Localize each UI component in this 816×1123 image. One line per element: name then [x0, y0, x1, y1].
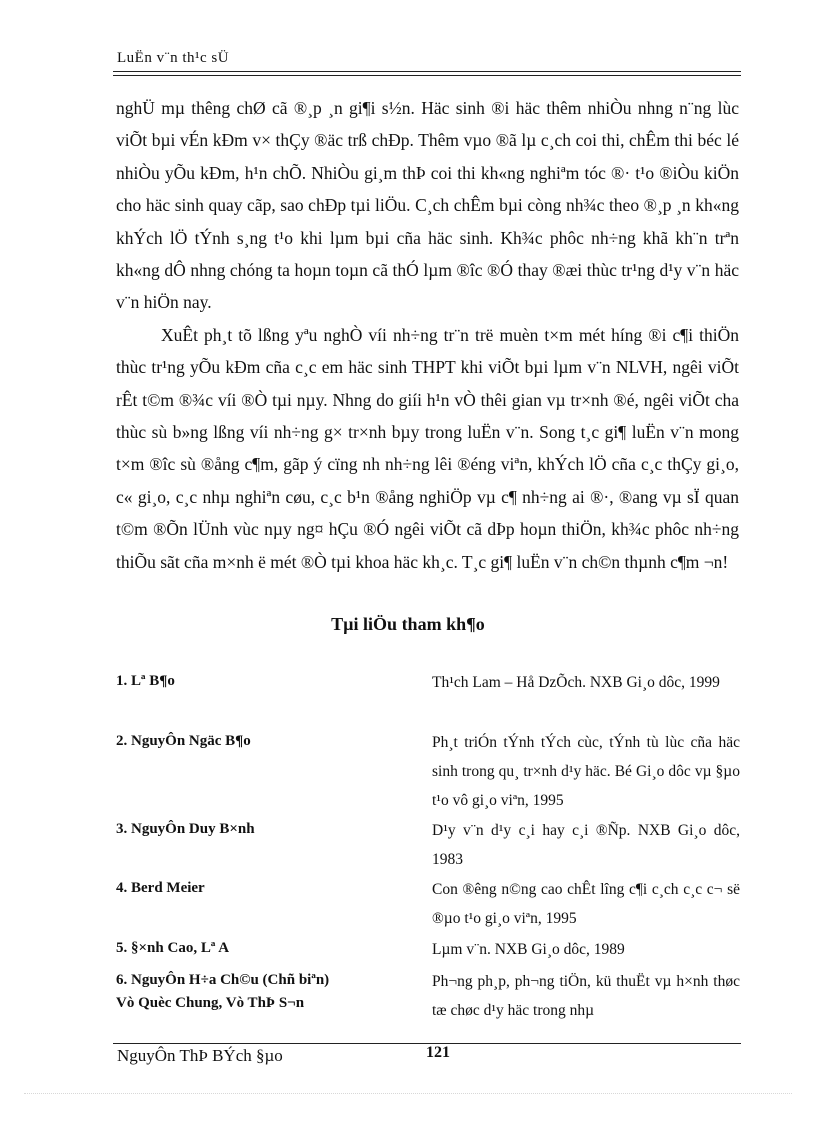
reference-work: Th¹ch Lam – Hå DzÕch. NXB Gi¸o dôc, 1999: [432, 674, 720, 691]
header-title: LuËn v¨n th¹c sÜ: [117, 50, 230, 66]
reference-work: D¹y v¨n d¹y c¸i hay c¸i ®Ñp. NXB Gi¸o dôc, 1983: [432, 822, 740, 868]
reference-item: [116, 935, 740, 967]
reference-item: [116, 875, 740, 935]
reference-item: [116, 967, 740, 1027]
footer-author: NguyÔn ThÞ BÝch §µo: [117, 1046, 283, 1065]
reference-work: Con ®êng n©ng cao chÊt lîng c¶i c¸ch c¸c c¬ së ®µo t¹o gi¸o viªn, 1995: [432, 881, 740, 927]
reference-author: 5. §×nh Cao, Lª A: [116, 940, 230, 956]
reference-author: 4. Berd Meier: [116, 880, 205, 896]
reference-item: [116, 816, 740, 875]
reference-author: 1. Lª B¶o: [116, 673, 175, 689]
reference-work: Lµm v¨n. NXB Gi¸o dôc, 1989: [432, 941, 625, 958]
references-list: [116, 668, 740, 1027]
reference-author: 3. NguyÔn Duy B×nh: [116, 821, 255, 837]
reference-work: Ph¸t triÓn tÝnh tÝch cùc, tÝnh tù lùc cña häc sinh trong qu¸ tr×nh d¹y häc. Bé Gi¸o dôc vµ §µo t¹o vô gi¸o viªn, 1995: [432, 734, 740, 809]
header-rule: [113, 71, 741, 72]
page-bottom-border: [24, 1093, 792, 1094]
reference-author: 2. NguyÔn Ngäc B¶o: [116, 733, 251, 749]
references-title: Tµi liÖu tham kh¶o: [331, 614, 485, 634]
paragraph: nghÜ mµ thêng chØ cã ®¸p ¸n gi¶i s½n. Häc sinh ®i häc thêm nhiÒu nhng n¨ng lùc viÕt bµi vÉn kÐm v× thÇy ®äc trß chÐp. Thêm vµo ®ã lµ c¸ch coi thi, chÊm thi béc lé nhiÒu yÕu kÐm, h¹n chÕ. NhiÒu gi¸m thÞ coi thi kh«ng nghiªm tóc ®· t¹o ®iÒu kiÖn cho häc sinh quay cãp, sao chÐp tµi liÖu. C¸ch chÊm bµi còng nh¾c theo ®¸p ¸n kh«ng khÝch lÖ tÝnh s¸ng t¹o khi lµm bµi cña häc sinh. Kh¾c phôc nh÷ng khã kh¨n trªn kh«ng dÔ nhng chóng ta hoµn toµn cã thÓ lµm ®îc ®Ó thay ®æi thùc tr¹ng d¹y v¨n häc v¨n hiÖn nay.: [116, 98, 739, 313]
header-rule-thin: [113, 75, 741, 76]
page-number: 121: [426, 1044, 450, 1061]
body-text: [116, 92, 739, 578]
reference-author: 6. NguyÔn H÷a Ch©u (Chñ biªn) Vò Quèc Chung, Vò ThÞ S¬n: [116, 972, 330, 1011]
reference-item: [116, 728, 740, 816]
reference-item: [116, 668, 740, 728]
reference-work: Ph¬ng ph¸p, ph¬ng tiÖn, kü thuËt vµ h×nh thøc tæ chøc d¹y häc trong nhµ: [432, 973, 740, 1019]
paragraph: XuÊt ph¸t tõ lßng yªu nghÒ víi nh÷ng tr¨n trë muèn t×m mét híng ®i c¶i thiÖn thùc tr¹ng yÕu kÐm cña c¸c em häc sinh THPT khi viÕt bµi lµm v¨n NLVH, ngêi viÕt rÊt t©m ®¾c víi ®Ò tµi nµy. Nhng do giíi h¹n vÒ thêi gian vµ tr×nh ®é, ngêi viÕt cha thùc sù b»ng lßng víi nh÷ng g× tr×nh bµy trong luËn v¨n. Song t¸c gi¶ luËn v¨n mong t×m ®îc sù ®ång c¶m, gãp ý cïng nh nh÷ng lêi ®éng viªn, khÝch lÖ cña c¸c thÇy gi¸o, c« gi¸o, c¸c nhµ nghiªn cøu, c¸c b¹n ®ång nghiÖp vµ c¶ nh÷ng ai ®·, ®ang vµ sÏ quan t©m ®Õn lÜnh vùc nµy ng¤ hÇu ®Ó ngêi viÕt cã dÞp hoµn thiÖn, kh¾c phôc nh÷ng thiÕu sãt cña m×nh ë mét ®Ò tµi khoa häc kh¸c. T¸c gi¶ luËn v¨n ch©n thµnh c¶m ¬n!: [116, 324, 739, 572]
